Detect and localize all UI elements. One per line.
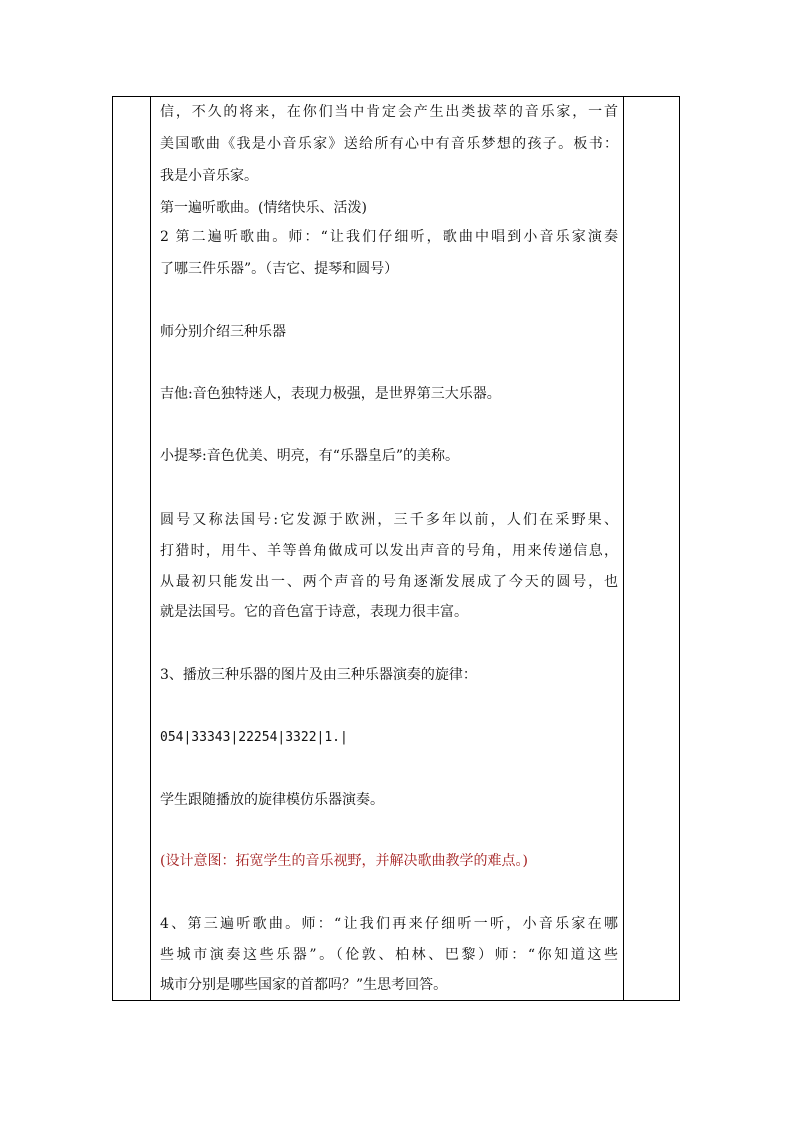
column-divider-right (623, 97, 624, 1000)
text-line: 4、第三遍听歌曲。师：“让我们再来仔细听一听，小音乐家在哪 (160, 916, 618, 932)
melody-notation: 054|33343|22254|3322|1.| (160, 730, 348, 745)
text-line: 师分别介绍三种乐器 (160, 324, 286, 340)
text-line: 从最初只能发出一、两个声音的号角逐渐发展成了今天的圆号，也 (160, 574, 618, 590)
text-line: 第一遍听歌曲。(情绪快乐、活泼) (160, 200, 367, 216)
text-line: 2 第二遍听歌曲。师：“让我们仔细听，歌曲中唱到小音乐家演奏 (160, 229, 618, 245)
text-line: 些城市演奏这些乐器”。（伦敦、柏林、巴黎）师：“你知道这些 (160, 947, 618, 963)
column-divider-left (150, 97, 151, 1000)
text-line: 美国歌曲《我是小音乐家》送给所有心中有音乐梦想的孩子。板书： (160, 136, 618, 152)
text-line: 吉他:音色独特迷人，表现力极强，是世界第三大乐器。 (160, 386, 501, 402)
text-line: 信，不久的将来，在你们当中肯定会产生出类拔萃的音乐家，一首 (160, 104, 618, 120)
text-line: 城市分别是哪些国家的首都吗？”生思考回答。 (160, 977, 448, 993)
text-line: 3、播放三种乐器的图片及由三种乐器演奏的旋律： (160, 667, 477, 683)
text-line: 圆号又称法国号:它发源于欧洲，三千多年以前，人们在采野果、 (160, 512, 618, 528)
text-line: 我是小音乐家。 (160, 168, 258, 184)
design-intent-note: (设计意图：拓宽学生的音乐视野，并解决歌曲教学的难点。) (160, 853, 528, 869)
text-line: 小提琴:音色优美、明亮，有“乐器皇后”的美称。 (160, 448, 460, 464)
text-line: 学生跟随播放的旋律模仿乐器演奏。 (160, 792, 384, 808)
text-line: 了哪三件乐器”。（吉它、提琴和圆号） (160, 261, 399, 277)
text-line: 打猎时，用牛、羊等兽角做成可以发出声音的号角，用来传递信息， (160, 543, 618, 559)
text-line: 就是法国号。它的音色富于诗意，表现力很丰富。 (160, 604, 468, 620)
